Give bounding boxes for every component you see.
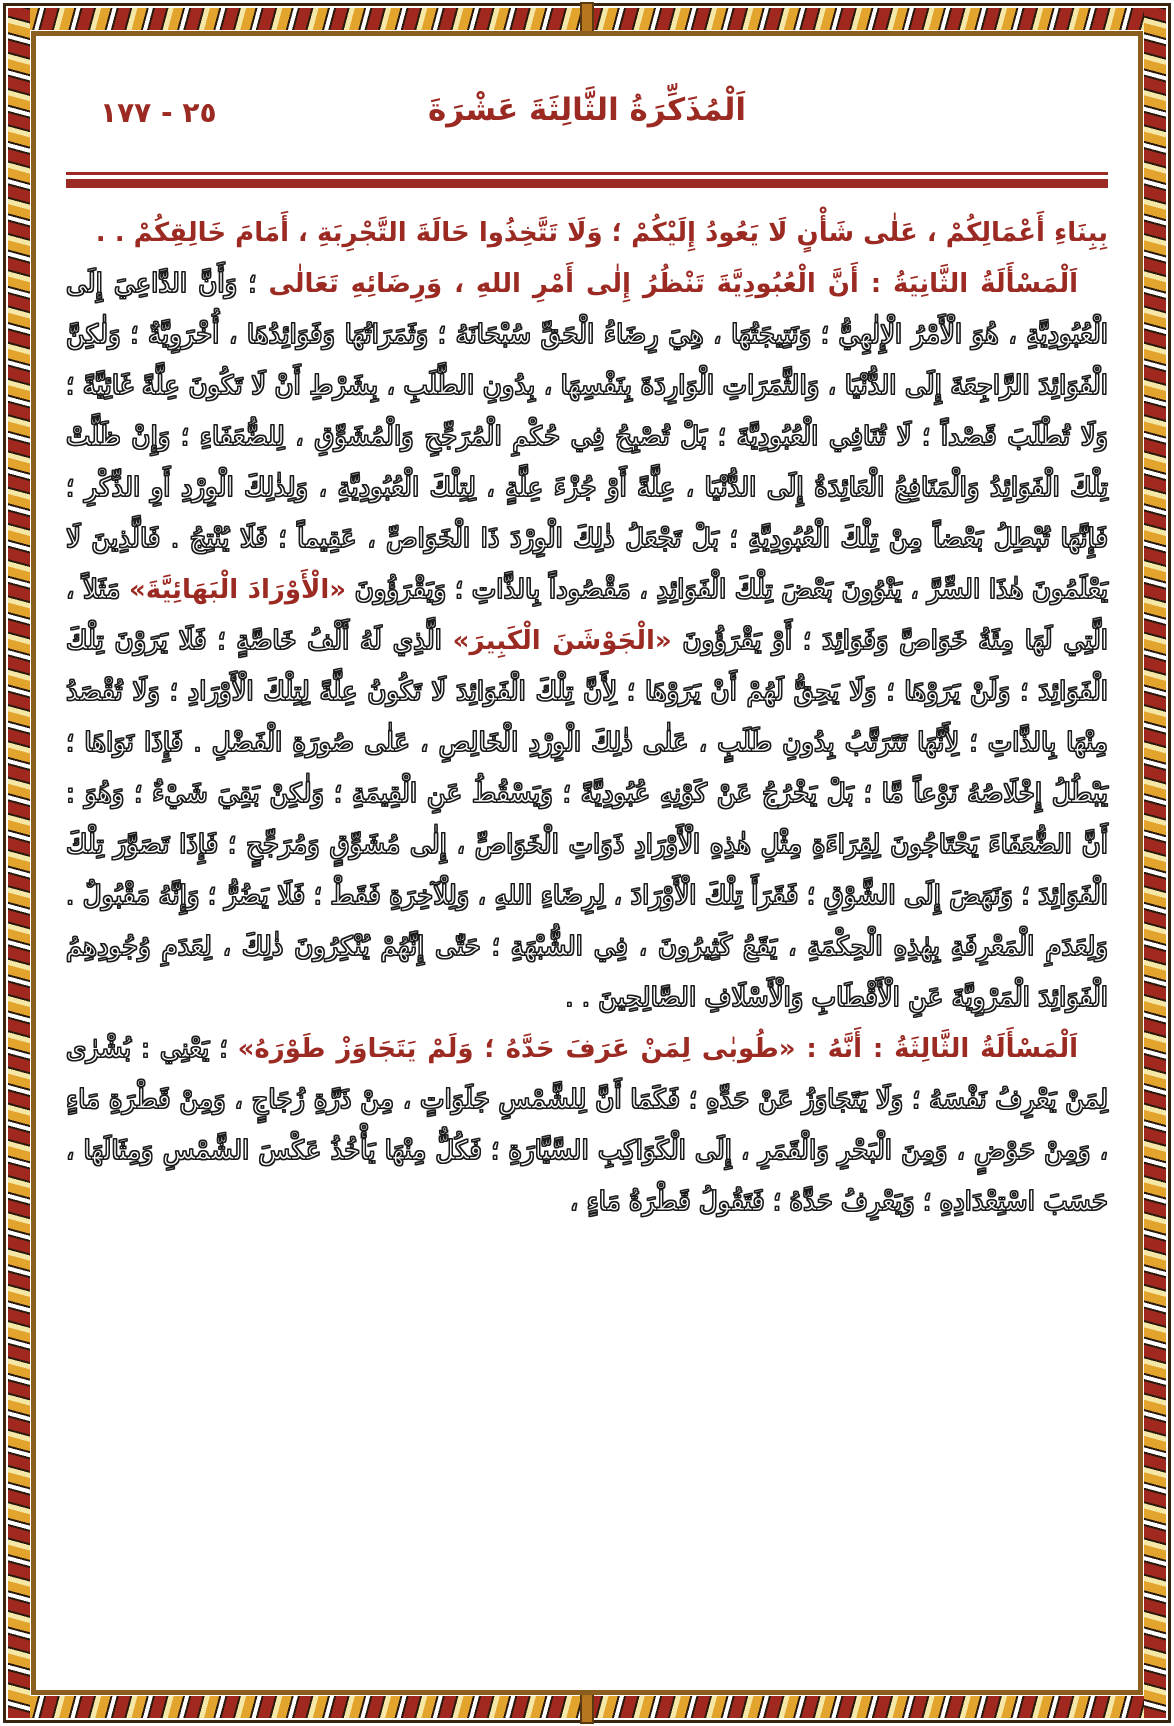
highlighted-phrase: اَلْمَسْأَلَةُ الثَّالِثَةُ : أَنَّهُ :	[795, 1034, 1078, 1064]
page-title: اَلْمُذَكِّرَةُ الثَّالِثَةَ عَشْرَةَ	[427, 92, 747, 128]
ornamental-border-right	[1144, 8, 1166, 1718]
page-number: ٢٥ - ١٧٧	[100, 96, 217, 129]
highlighted-phrase: اَلْمَسْأَلَةُ الثَّانِيَةُ : أَنَّ الْعُبُودِيَّةَ تَنْظُرُ إِلٰى أَمْرِ اللهِ ، وَرِضَائِهِ تَعَالٰى	[256, 269, 1078, 299]
paragraph	[66, 208, 1108, 259]
highlighted-phrase: «الْجَوْشَنَ الْكَبِيرَ»	[452, 626, 672, 656]
highlighted-phrase: بِبِنَاءِ أَعْمَالِكُمْ ، عَلٰى شَأْنٍ لَا يَعُودُ إِلَيْكُمْ ؛ وَلَا تَتَّخِذُوا حَالَةَ التَّجْرِبَةِ ، أَمَامَ خَالِقِكُمْ . .	[95, 218, 1108, 248]
paragraph	[66, 1024, 1108, 1228]
body-text-segment: ؛ وَأَنَّ الدَّاعِيَ إِلَى الْعُبُودِيَّةِ ، هُوَ الْأَمْرُ الْإِلٰهِيُّ ؛ وَنَتِيجَتُهَا ، هِيَ رِضَاءُ الْحَقِّ سُبْحَانَهُ ؛ وَثَمَرَاتُهَا وَفَوَائِدُهَا ، أُخْرَوِيَّةٌ ؛ وَلٰكِنَّ الْفَوَائِدَ الرَّاجِعَةَ إِلَى الدُّنْيَا ، وَالثَّمَرَاتِ الْوَارِدَةَ بِنَفْسِهَا ، بِدُونِ الطَّلَبِ ، بِشَرْطِ أَنْ لَا تَكُونَ عِلَّةً غَائِيَّةً ؛ وَلَا تُطْلَبَ قَصْداً ؛ لَا تُنَافِي الْعُبُودِيَّةَ ؛ بَلْ تُصْبِحُ فِي حُكْمِ الْمُرَجِّحِ وَالْمُشَوِّقِ ، لِلضُّعَفَاءِ ؛ وَإِنْ ظَلَّتْ تِلْكَ الْفَوَائِدُ وَالْمَنَافِعُ الْعَائِدَةُ إِلَى الدُّنْيَا ، عِلَّةً أَوْ جُزْءَ عِلَّةٍ ، لِتِلْكَ الْعُبُودِيَّةِ ، وَلِذٰلِكَ الْوِرْدِ أَوِ الذِّكْرِ ؛ فَإِنَّهَا تُبْطِلُ بَعْضاً مِنْ تِلْكَ الْعُبُودِيَّةِ ؛ بَلْ تَجْعَلُ ذٰلِكَ الْوِرْدَ ذَا الْخَوَاصِّ ، عَقِيماً ؛ فَلَا يُنْتِجُ . فَالَّذِينَ لَا يَعْلَمُونَ هٰذَا السِّرَّ ، يَنْوُونَ بَعْضَ تِلْكَ الْفَوَائِدِ ، مَقْصُوداً بِالذَّاتِ ؛ وَيَقْرَؤُونَ	[66, 269, 1108, 605]
body-text	[66, 208, 1108, 1228]
highlighted-phrase: «الْأَوْرَادَ الْبَهَائِيَّةَ»	[129, 575, 347, 605]
body-text-segment: ؛ يَعْنِي : بُشْرٰى لِمَنْ يَعْرِفُ نَفْسَهُ ؛ وَلَا يَتَجَاوَزُ عَنْ حَدِّهِ ؛ فَكَمَا أَنَّ لِلشَّمْسِ جَلَوَاتٍ ، مِنْ ذَرَّةِ زُجَاجٍ ، وَمِنْ قَطْرَةِ مَاءٍ ، وَمِنْ حَوْضٍ ، وَمِنَ الْبَحْرِ وَالْقَمَرِ ، إِلَى الْكَوَاكِبِ السَّيَّارَةِ ؛ فَكُلٌّ مِنْهَا يَأْخُذُ عَكْسَ الشَّمْسِ وَمِثَالَهَا ، حَسَبَ اسْتِعْدَادِهِ ؛ وَيَعْرِفُ حَدَّهُ ؛ فَتَقُولُ قَطْرَةُ مَاءٍ ،	[66, 1034, 1108, 1217]
body-text-segment: مَثَلاً ، الَّتِي لَهَا مِئَةُ خَوَاصَّ وَفَوَائِدَ ؛ أَوْ يَقْرَؤُونَ	[66, 575, 1108, 656]
separator-rule-thick	[66, 179, 1108, 188]
separator-rule-thin	[66, 172, 1108, 175]
ornamental-border-left	[8, 8, 30, 1718]
paragraph	[66, 259, 1108, 1024]
page-header	[66, 58, 1108, 158]
border-center-ornament-bottom	[580, 1692, 594, 1724]
page-content	[36, 36, 1138, 1690]
body-text-segment: الَّذِي لَهُ أَلْفُ خَاصَّةٍ ؛ فَلَا يَرَوْنَ تِلْكَ الْفَوَائِدَ ؛ وَلَنْ يَرَوْهَا ؛ وَلَا يَحِقُّ لَهُمْ أَنْ يَرَوْهَا ؛ لِأَنَّ تِلْكَ الْفَوَائِدَ لَا تَكُونُ عِلَّةً لِتِلْكَ الْأَوْرَادِ ؛ وَلَا تُقْصَدُ مِنْهَا بِالذَّاتِ ؛ لِأَنَّهَا تَتَرَتَّبُ بِدُونِ طَلَبٍ ، عَلٰى ذٰلِكَ الْوِرْدِ الْخَالِصِ ، عَلٰى صُورَةِ الْفَضْلِ . فَإِذَا نَوَاهَا ؛ يَبْطُلُ إِخْلَاصُهُ نَوْعاً مَّا ؛ بَلْ يَخْرُجُ عَنْ كَوْنِهِ عُبُودِيَّةً ؛ وَيَسْقُطُ عَنِ الْقِيمَةِ ؛ وَلٰكِنْ بَقِيَ شَيْءٌ ؛ وَهُوَ : أَنَّ الضُّعَفَاءَ يَحْتَاجُونَ لِقِرَاءَةِ مِثْلِ هٰذِهِ الْأَوْرَادِ ذَوَاتِ الْخَوَاصِّ ، إِلٰى مُشَوِّقٍ وَمُرَجِّحٍ ؛ فَإِذَا تَصَوَّرَ تِلْكَ الْفَوَائِدَ ؛ وَنَهَضَ إِلَى الشَّوْقِ ؛ فَقَرَأَ تِلْكَ الْأَوْرَادَ ، لِرِضَاءِ اللهِ ، وَلِلْآخِرَةِ فَقَطْ ؛ فَلَا يَضُرُّ ؛ وَإِنَّهُ مَقْبُولٌ . وَلِعَدَمِ الْمَعْرِفَةِ بِهٰذِهِ الْحِكْمَةِ ، يَقَعُ كَثِيرُونَ ، فِي الشُّبْهَةِ ؛ حَتّٰى إِنَّهُمْ يُنْكِرُونَ ذٰلِكَ ، لِعَدَمِ وُجُودِهِمُ الْفَوَائِدَ الْمَرْوِيَّةَ عَنِ الْأَقْطَابِ وَالْأَسْلَافِ الصَّالِحِينَ . .	[66, 626, 1108, 1013]
border-center-ornament-top	[580, 2, 594, 34]
highlighted-phrase: «طُوبٰى لِمَنْ عَرَفَ حَدَّهُ ؛ وَلَمْ يَتَجَاوَزْ طَوْرَهُ»	[237, 1034, 796, 1064]
